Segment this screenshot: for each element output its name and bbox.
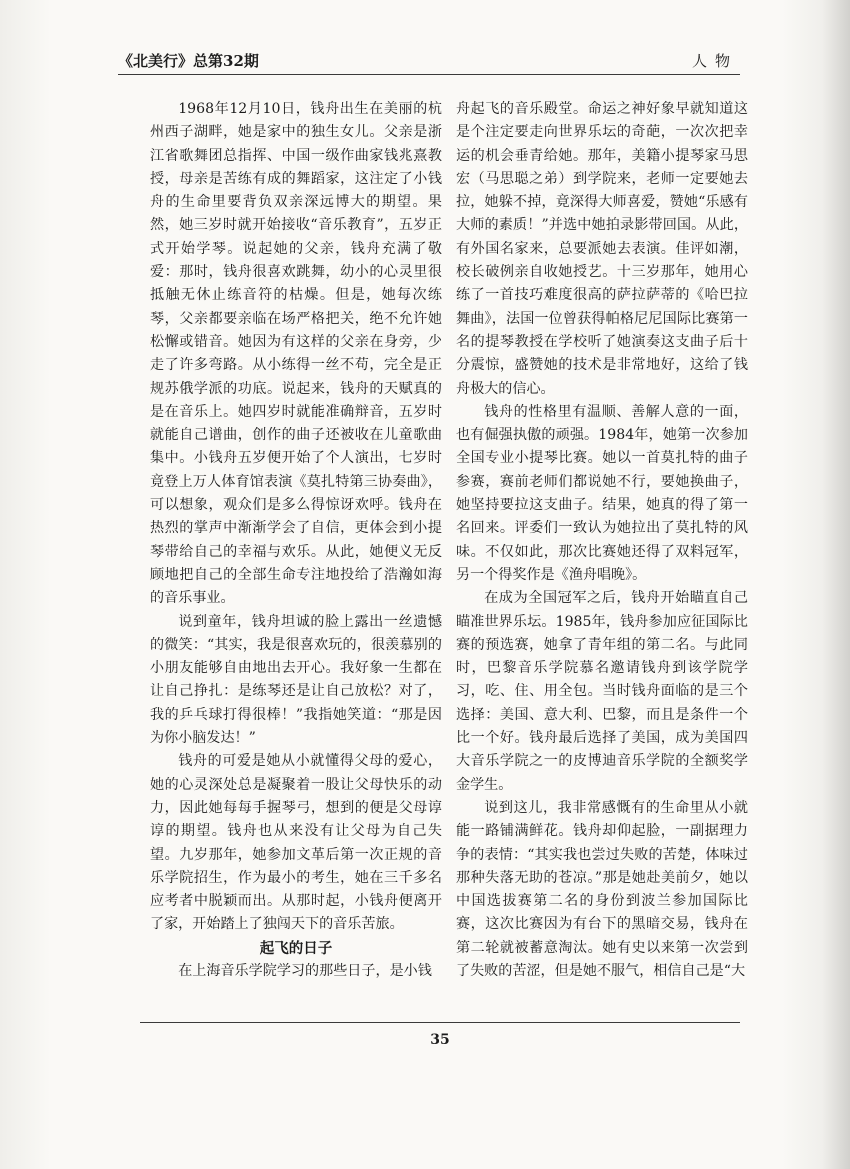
left-column [150, 98, 442, 983]
section-label: 人物 [691, 52, 738, 70]
paragraph-world-stage: 在成为全国冠军之后，钱舟开始瞄直自己瞄准世界乐坛。1985年，钱舟参加应征国际比赛的预选赛，她拿了青年组的第二名。与此同时，巴黎音乐学院慕名邀请钱舟到该学院学习，吃、住、用全包。当时钱舟面临的是三个选择：美国、意大利、巴黎，而且是条件一个比一个好。钱舟最后选择了美国，成为美国四大音乐学院之一的皮博迪音乐学院的全额奖学金学生。 [456, 590, 748, 793]
footer-divider [140, 1022, 740, 1023]
paragraph-childhood: 说到童年，钱舟坦诚的脸上露出一丝遗憾的微笑：“其实，我是很喜欢玩的，很羡慕别的小朋友能够自由地出去开心。我好象一生都在让自己挣扎：是练琴还是让自己放松？对了，我的乒乓球打得很棒！”我指她笑道：“那是因为你小脑发达！” [150, 613, 442, 747]
paragraph-failure: 说到这儿，我非常感慨有的生命里从小就能一路铺满鲜花。钱舟却仰起脸，一副据理力争的表情：“其实我也尝过失败的苦楚，体味过那种失落无助的苍凉。”那是她赴美前夕，她以中国选拔赛第二名的身份到波兰参加国际比赛，这次比赛因为有台下的黑暗交易，钱舟在第二轮就被蓄意淘汰。她有史以来第一次尝到了失败的苦涩，但是她不服气，相信自己是“大 [456, 799, 748, 979]
page-header [118, 50, 738, 72]
paragraph-parents: 钱舟的可爱是她从小就懂得父母的爱心，她的心灵深处总是凝聚着一股让父母快乐的动力，因此她每每手握琴弓，想到的便是父母谆谆的期望。钱舟也从来没有让父母为自己失望。九岁那年，她参加文革后第一次正规的音乐学院招生，作为最小的考生，她在三千多名应考者中脱颖而出。从那时起，小钱舟便离开了家，开始踏上了独闯天下的音乐苦旅。 [150, 753, 442, 933]
paragraph-competition: 钱舟的性格里有温顺、善解人意的一面，也有倔强执傲的顽强。1984年，她第一次参加全国专业小提琴比赛。她以一首莫扎特的曲子参赛，赛前老师们都说她不行，要她换曲子，她坚持要拉这支曲子。结果，她真的得了第一名回来。评委们一致认为她拉出了莫扎特的风味。不仅如此，那次比赛她还得了双料冠军，另一个得奖作是《渔舟唱晚》。 [456, 403, 748, 583]
paragraph-birth: 1968年12月10日，钱舟出生在美丽的杭州西子湖畔，她是家中的独生女儿。父亲是浙江省歌舞团总指挥、中国一级作曲家钱兆熹教授，母亲是苦练有成的舞蹈家，这注定了小钱舟的生命里要背负双亲深远博大的期望。果然，她三岁时就开始接收“音乐教育”，五岁正式开始学琴。说起她的父亲，钱舟充满了敬爱：那时，钱舟很喜欢跳舞，幼小的心灵里很抵触无休止练音符的枯燥。但是，她每次练琴，父亲都要亲临在场严格把关，绝不允许她松懈或错音。她因为有这样的父亲在身旁，少走了许多弯路。从小练得一丝不苟，完全是正规苏俄学派的功底。说起来，钱舟的天赋真的是在音乐上。她四岁时就能准确辩音，五岁时就能自己谱曲，创作的曲子还被收在儿童歌曲集中。小钱舟五岁便开始了个人演出，七岁时竟登上万人体育馆表演《莫扎特第三协奏曲》，可以想象，观众们是多么得惊讶欢呼。钱舟在热烈的掌声中渐渐学会了自信，更体会到小提琴带给自己的幸福与欢乐。从此，她便义无反顾地把自己的全部生命专注地投给了浩瀚如海的音乐事业。 [150, 101, 442, 607]
paragraph-shanghai: 在上海音乐学院学习的那些日子，是小钱 [178, 962, 432, 979]
paragraph-continued: 舟起飞的音乐殿堂。命运之神好象早就知道这是个注定要走向世界乐坛的奇葩，一次次把幸运的机会垂青给她。那年，美籍小提琴家马思宏（马思聪之弟）到学院来，老师一定要她去拉，她躲不掉，竟深得大师喜爱，赞她“乐感有大师的素质！”并选中她拍录影带回国。从此，有外国名家来，总要派她去表演。佳评如潮，校长破例亲自收她授艺。十三岁那年，她用心练了一首技巧难度很高的萨拉萨蒂的《哈巴拉舞曲》，法国一位曾获得帕格尼尼国际比赛第一名的提琴教授在学校听了她演奏这支曲子后十分震惊，盛赞她的技术是非常地好，这给了钱舟极大的信心。 [456, 101, 748, 397]
publication-title: 《北美行》总第32期 [118, 52, 259, 70]
page-number: 35 [430, 1032, 450, 1048]
page-edge-shadow [822, 0, 850, 1169]
right-column [456, 98, 748, 983]
header-divider [118, 74, 740, 75]
section-heading: 起飞的日子 [259, 939, 333, 957]
